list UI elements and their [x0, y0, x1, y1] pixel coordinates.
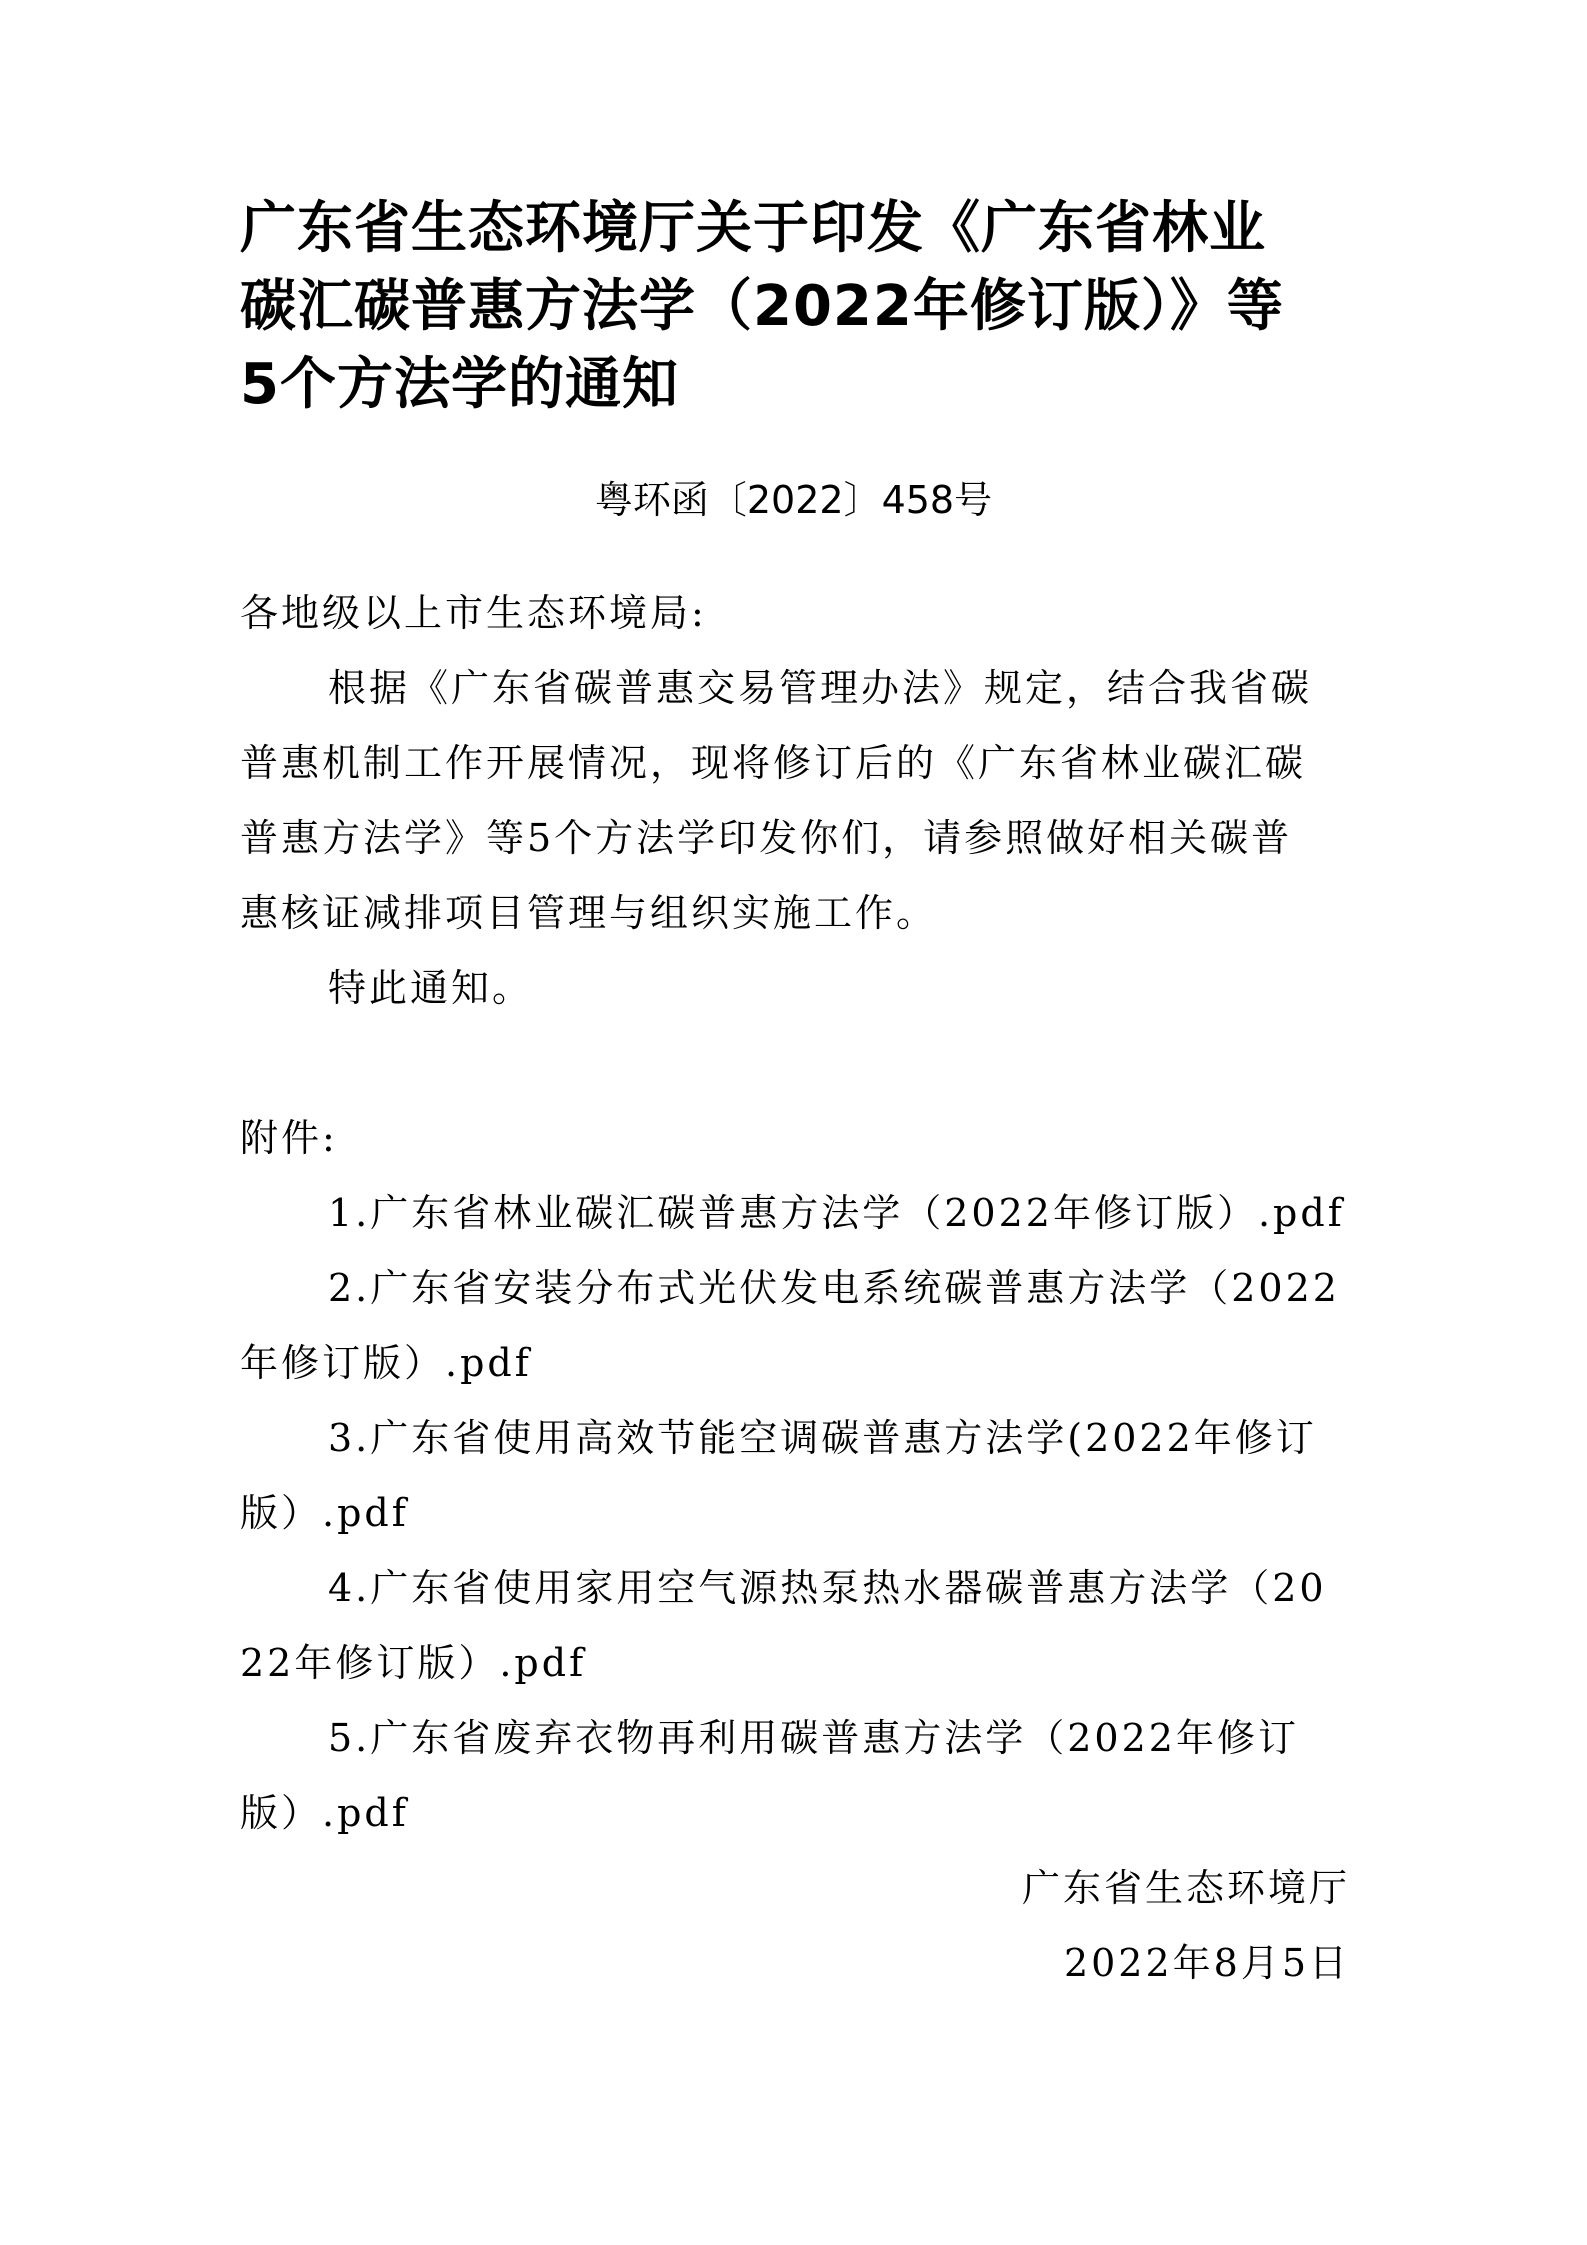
body-paragraph-1-line-2: 普惠机制工作开展情况，现将修订后的《广东省林业碳汇碳 [240, 741, 1307, 785]
issue-date: 2022年8月5日 [1063, 1941, 1350, 1985]
attachment-3-link[interactable]: 3.广东省使用高效节能空调碳普惠方法学(2022年修订 [328, 1416, 1317, 1460]
attachment-2-link-cont[interactable]: 年修订版）.pdf [240, 1341, 532, 1385]
body-paragraph-1-line-1: 根据《广东省碳普惠交易管理办法》规定，结合我省碳 [328, 666, 1313, 710]
title-line-1: 广东省生态环境厅关于印发《广东省林业 [240, 196, 1266, 261]
issuer-signature: 广东省生态环境厅 [1021, 1866, 1350, 1910]
title-line-3: 5个方法学的通知 [240, 352, 679, 417]
attachments-label: 附件: [240, 1116, 338, 1160]
body-paragraph-1-line-3: 普惠方法学》等5个方法学印发你们，请参照做好相关碳普 [240, 816, 1293, 860]
attachment-3-link-cont[interactable]: 版）.pdf [240, 1491, 409, 1535]
salutation: 各地级以上市生态环境局: [240, 591, 707, 635]
attachment-1-link[interactable]: 1.广东省林业碳汇碳普惠方法学（2022年修订版）.pdf [328, 1191, 1345, 1235]
document-title [240, 190, 1350, 424]
attachment-5-link-cont[interactable]: 版）.pdf [240, 1791, 409, 1835]
body-paragraph-1-line-4: 惠核证减排项目管理与组织实施工作。 [240, 891, 938, 935]
document-number: 粤环函〔2022〕458号 [594, 478, 993, 522]
attachment-4-link-cont[interactable]: 22年修订版）.pdf [240, 1641, 587, 1685]
attachment-5-link[interactable]: 5.广东省废弃衣物再利用碳普惠方法学（2022年修订 [328, 1716, 1299, 1760]
attachment-4-link[interactable]: 4.广东省使用家用空气源热泵热水器碳普惠方法学（20 [328, 1566, 1327, 1610]
closing-phrase: 特此通知。 [328, 966, 534, 1010]
attachment-2-link[interactable]: 2.广东省安装分布式光伏发电系统碳普惠方法学（2022 [328, 1266, 1340, 1310]
title-line-2: 碳汇碳普惠方法学（2022年修订版）》等 [240, 274, 1284, 339]
